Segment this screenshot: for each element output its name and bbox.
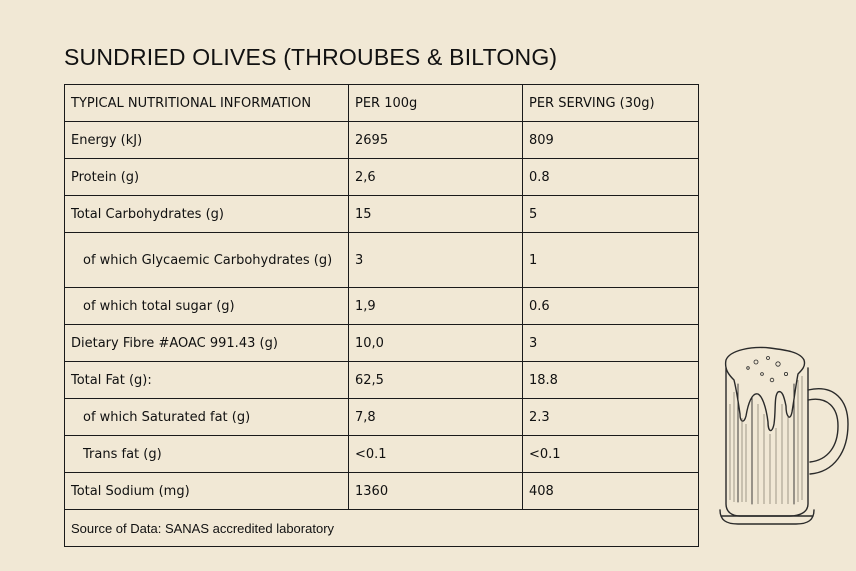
row-serving: 18.8 [523, 362, 699, 399]
row-serving: 3 [523, 325, 699, 362]
row-per100: 1,9 [349, 288, 523, 325]
beer-mug-icon [712, 344, 854, 528]
row-per100: 1360 [349, 473, 523, 510]
column-header-label: TYPICAL NUTRITIONAL INFORMATION [65, 85, 349, 122]
table-row [65, 196, 699, 233]
row-serving: 0.8 [523, 159, 699, 196]
row-per100: 7,8 [349, 399, 523, 436]
row-per100: 10,0 [349, 325, 523, 362]
row-label: Energy (kJ) [65, 122, 349, 159]
row-label: Trans fat (g) [65, 436, 349, 473]
source-row [65, 510, 699, 547]
row-label: Total Sodium (mg) [65, 473, 349, 510]
row-label: Total Fat (g): [65, 362, 349, 399]
row-label: Protein (g) [65, 159, 349, 196]
table-row [65, 399, 699, 436]
table-row [65, 233, 699, 288]
row-serving: <0.1 [523, 436, 699, 473]
table-row [65, 473, 699, 510]
table-row [65, 288, 699, 325]
table-header-row [65, 85, 699, 122]
row-serving: 1 [523, 233, 699, 288]
column-header-per100: PER 100g [349, 85, 523, 122]
row-per100: <0.1 [349, 436, 523, 473]
row-label: of which Glycaemic Carbohydrates (g) [65, 233, 349, 288]
row-label: of which total sugar (g) [65, 288, 349, 325]
row-serving: 809 [523, 122, 699, 159]
table-row [65, 436, 699, 473]
row-label: Total Carbohydrates (g) [65, 196, 349, 233]
table-row [65, 122, 699, 159]
row-serving: 0.6 [523, 288, 699, 325]
row-per100: 2695 [349, 122, 523, 159]
row-label: of which Saturated fat (g) [65, 399, 349, 436]
row-per100: 2,6 [349, 159, 523, 196]
row-label: Dietary Fibre #AOAC 991.43 (g) [65, 325, 349, 362]
row-per100: 3 [349, 233, 523, 288]
row-serving: 5 [523, 196, 699, 233]
page-title: SUNDRIED OLIVES (THROUBES & BILTONG) [64, 44, 558, 70]
source-note: Source of Data: SANAS accredited laboratory [65, 510, 699, 547]
table-row [65, 362, 699, 399]
column-header-serving: PER SERVING (30g) [523, 85, 699, 122]
row-per100: 62,5 [349, 362, 523, 399]
row-serving: 2.3 [523, 399, 699, 436]
row-serving: 408 [523, 473, 699, 510]
row-per100: 15 [349, 196, 523, 233]
table-row [65, 325, 699, 362]
table-row [65, 159, 699, 196]
nutrition-table [64, 84, 699, 547]
